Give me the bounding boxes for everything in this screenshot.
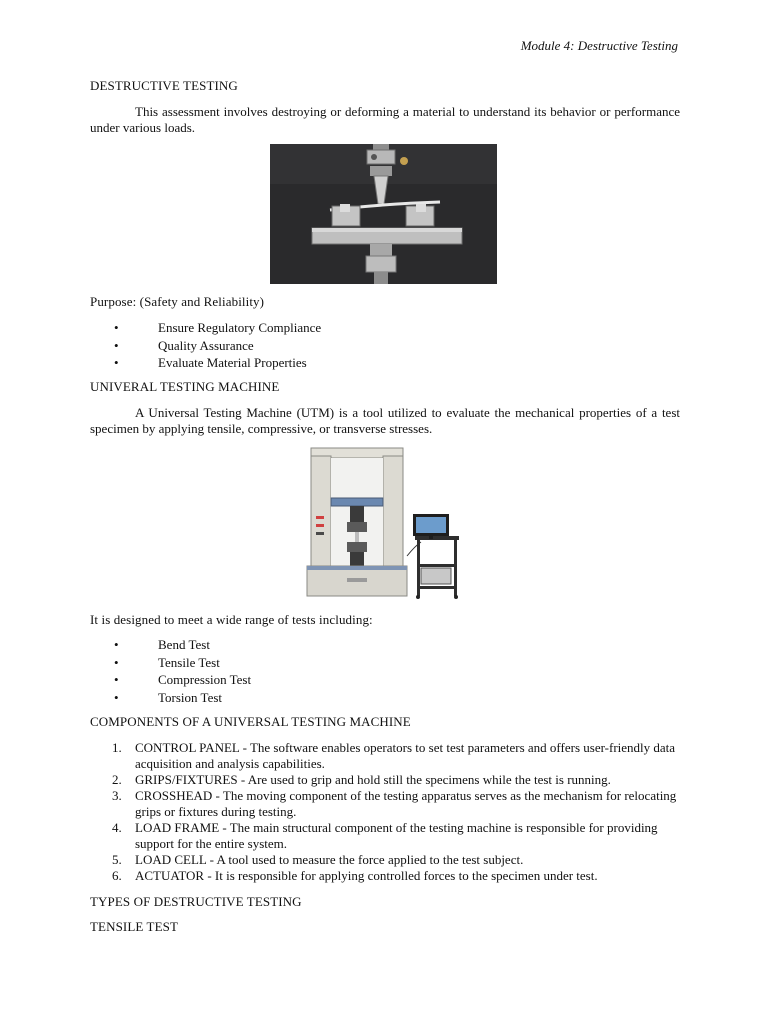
list-number: 1.	[112, 740, 122, 755]
list-item	[90, 820, 680, 852]
list-number: 4.	[112, 820, 122, 835]
list-item	[90, 772, 680, 788]
components-list	[90, 740, 680, 884]
purpose-label: Purpose: (Safety and Reliability)	[90, 294, 265, 309]
list-item-text: Evaluate Material Properties	[158, 355, 307, 370]
list-item-text: GRIPS/FIXTURES - Are used to grip and hold still the specimens while the test is running.	[135, 772, 611, 787]
bullet-icon: •	[114, 654, 119, 670]
list-item-text: Torsion Test	[158, 689, 223, 705]
list-number: 2.	[112, 772, 122, 787]
section-heading-types: TYPES OF DESTRUCTIVE TESTING	[90, 894, 302, 909]
bullet-icon: •	[114, 320, 119, 335]
list-item-text: ACTUATOR - It is responsible for applying controlled forces to the specimen under test.	[135, 868, 598, 883]
bullet-icon: •	[114, 355, 119, 370]
list-item-text: LOAD FRAME - The main structural component of the testing machine is responsible for providing support for the entire system.	[135, 820, 658, 851]
list-item-text: Compression Test	[158, 672, 252, 687]
list-item-text: CONTROL PANEL - The software enables operators to set test parameters and offers user-friendly data acquisition and analysis capabilities.	[135, 740, 676, 771]
bullet-icon: •	[114, 672, 119, 687]
list-item	[90, 338, 690, 356]
section-heading-destructive-testing: DESTRUCTIVE TESTING	[90, 78, 238, 93]
list-item	[90, 355, 690, 373]
list-item	[90, 788, 680, 820]
list-number: 5.	[112, 852, 122, 867]
list-item-text: Quality Assurance	[158, 337, 254, 353]
list-item	[90, 637, 690, 655]
list-item	[90, 672, 690, 690]
bullet-icon: •	[114, 689, 119, 705]
list-number: 6.	[112, 868, 122, 883]
list-item	[90, 655, 690, 673]
bullet-icon: •	[114, 637, 119, 652]
tests-list	[90, 637, 690, 707]
bullet-icon: •	[114, 337, 119, 353]
list-item-text: LOAD CELL - A tool used to measure the force applied to the test subject.	[135, 852, 524, 867]
tests-label: It is designed to meet a wide range of tests including:	[90, 612, 373, 627]
list-item-text: CROSSHEAD - The moving component of the testing apparatus serves as the mechanism for relocating grips or fixtures during testing.	[135, 788, 677, 819]
bend-test-photo	[270, 144, 497, 284]
list-item	[90, 740, 680, 772]
section-heading-utm: UNIVERAL TESTING MACHINE	[90, 379, 280, 394]
list-item-text: Bend Test	[158, 637, 210, 652]
list-number: 3.	[112, 788, 122, 803]
list-item	[90, 868, 680, 884]
utm-machine-photo	[303, 446, 463, 600]
list-item-text: Tensile Test	[158, 654, 220, 670]
utm-paragraph: A Universal Testing Machine (UTM) is a tool utilized to evaluate the mechanical properties of a test specimen by applying tensile, compressive, or transverse stresses.	[90, 405, 680, 436]
intro-paragraph: This assessment involves destroying or deforming a material to understand its behavior or performance under various loads.	[90, 104, 680, 135]
section-subheading-tensile-test: TENSILE TEST	[90, 919, 178, 934]
list-item	[90, 320, 690, 338]
list-item	[90, 852, 680, 868]
page-header-title: Module 4: Destructive Testing	[520, 38, 678, 53]
section-heading-components: COMPONENTS OF A UNIVERSAL TESTING MACHINE	[90, 714, 411, 729]
list-item-text: Ensure Regulatory Compliance	[158, 320, 322, 335]
list-item	[90, 690, 690, 708]
purpose-list	[90, 320, 690, 373]
